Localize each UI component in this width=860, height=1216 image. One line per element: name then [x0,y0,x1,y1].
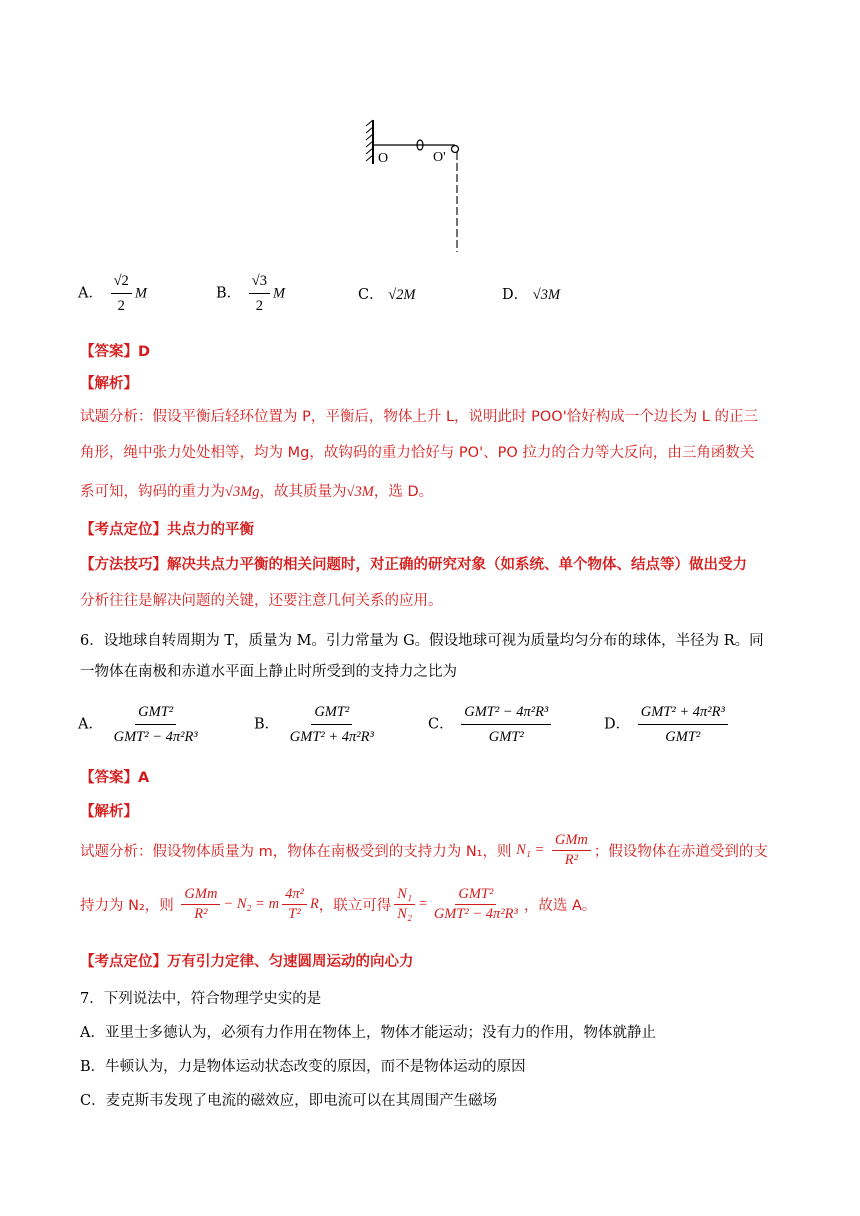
q5-option-c: C． √2M [358,287,416,303]
q5-option-b-fraction: $\frac{√3}{2}$ [249,270,270,317]
q6-analysis-line2: 持力为 N₂，则 $\frac{\text{GMm}}{\text{R²}}$ − N₂ = m $\frac{\text{4π²}}{\text{T²}}$ R，联立可得 $\frac{\text{N₁}}{\text{N₂}}$ = $\frac{\text{GMT²}}{\text{GMT² − 4π²R³}}$ ，故选 A。 [80,886,597,922]
q5-answer: 【答案】D [80,344,151,360]
q5-option-b: B． $\frac{√3}{2}$ M [216,270,285,317]
q6-stem-line1: 6．设地球自转周期为 T，质量为 M。引力常量为 G。假设地球可视为质量均匀分布的球体，半径为 R。同 [80,633,764,649]
q6-option-b: B． $\frac{\text{GMT²}}{\text{GMT² + 4π²R³}}$ [254,701,380,748]
q5-analysis-line1: 试题分析：假设平衡后轻环位置为 P，平衡后，物体上升 L，说明此时 POO'恰好构成一个边长为 L 的正三 [80,409,758,425]
q5-analysis-title: 【解析】 [80,376,138,392]
q5-analysis-line2: 角形，绳中张力处处相等，均为 Mg，故钩码的重力恰好与 PO'、PO 拉力的合力等大反向，由三角函数关 [80,445,755,461]
label-o-prime: O' [433,150,446,165]
q5-option-a-fraction: $\frac{√2}{2}$ [111,270,132,317]
pulley-diagram [360,112,480,252]
q6-option-c: C． $\frac{\text{GMT² − 4π²R³}}{\text{GMT²}}$ [428,701,554,748]
q7-option-c: C．麦克斯韦发现了电流的磁效应，即电流可以在其周围产生磁场 [80,1093,498,1109]
q6-stem-line2: 一物体在南极和赤道水平面上静止时所受到的支持力之比为 [80,664,457,680]
q6-option-b-fraction: $\frac{\text{GMT²}}{\text{GMT² + 4π²R³}}$ [287,701,377,748]
q5-method-line2: 分析往往是解决问题的关键，还要注意几何关系的应用。 [80,593,443,609]
q6-analysis-fraction-1: $\frac{\text{GMm}}{\text{R²}}$ [552,832,591,869]
q6-option-d: D． $\frac{\text{GMT² + 4π²R³}}{\text{GMT²}}$ [604,701,731,748]
label-o: O [378,151,389,166]
q7-option-a: A．亚里士多德认为，必须有力作用在物体上，物体才能运动；没有力的作用，物体就静止 [80,1025,656,1041]
pulley [452,146,459,153]
q6-option-a: A． $\frac{\text{GMT²}}{\text{GMT² − 4π²R³}}$ [78,701,204,748]
q6-analysis-title: 【解析】 [80,804,138,820]
q5-option-d: D． √3M [502,287,561,303]
q6-answer: 【答案】A [80,770,150,786]
q6-option-a-fraction: $\frac{\text{GMT²}}{\text{GMT² − 4π²R³}}$ [111,701,201,748]
q6-analysis-line1: 试题分析：假设物体质量为 m，物体在南极受到的支持力为 N₁，则 N₁ = $\frac{\text{GMm}}{\text{R²}}$ ；假设物体在赤道受到的支 [80,832,768,868]
q6-analysis-fraction-2: $\frac{\text{GMm}}{\text{R²}}$ [181,886,220,923]
q6-option-d-fraction: $\frac{\text{GMT² + 4π²R³}}{\text{GMT²}}$ [638,701,728,748]
q5-method-line1: 【方法技巧】解决共点力平衡的相关问题时，对正确的研究对象（如系统、单个物体、结点等）做出受力 [80,557,747,573]
q6-analysis-fraction-3: $\frac{\text{4π²}}{\text{T²}}$ [282,886,307,923]
q5-point: 【考点定位】共点力的平衡 [80,522,254,538]
q6-option-c-fraction: $\frac{\text{GMT² − 4π²R³}}{\text{GMT²}}$ [461,701,551,748]
wall-hatch [366,120,373,161]
q7-option-b: B．牛顿认为，力是物体运动状态改变的原因，而不是物体运动的原因 [80,1059,526,1075]
q5-analysis-line3: 系可知，钩码的重力为√3Mg，故其质量为√3M，选 D。 [80,484,434,500]
q5-option-a: A． $\frac{√2}{2}$ M [78,270,147,317]
q6-point: 【考点定位】万有引力定律、匀速圆周运动的向心力 [80,954,414,970]
q7-stem: 7．下列说法中，符合物理学史实的是 [80,991,322,1007]
q6-analysis-fraction-4: $\frac{\text{N₁}}{\text{N₂}}$ [394,886,415,923]
q6-analysis-fraction-5: $\frac{\text{GMT²}}{\text{GMT² − 4π²R³}}$ [433,886,518,922]
